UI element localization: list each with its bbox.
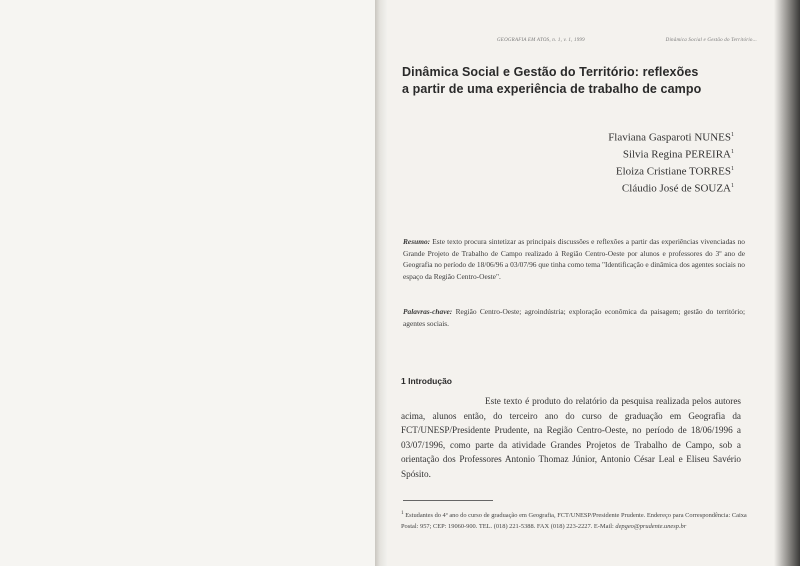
running-head-title: Dinâmica Social e Gestão do Território...	[665, 38, 757, 43]
footnote	[401, 508, 749, 532]
intro-paragraph: Este texto é produto do relatório da pesquisa realizada pelos autores acima, alunos então, do terceiro ano do curso de graduação em Geografia da FCT/UNESP/Presidente Prudente, na Região Centro-Oeste, no período de 18/06/1996 a 03/07/1996, como parte da atividade Grandes Projetos de Trabalho de Campo, sob a orientação dos Professores Antonio Thomaz Júnior, Antonio César Leal e Eliseu Savério Spósito.	[401, 396, 741, 479]
footnote-mark: 1	[401, 510, 404, 516]
author-item	[608, 145, 734, 162]
title-line-1: Dinâmica Social e Gestão do Território: reflexões	[402, 65, 699, 79]
section-heading: 1 Introdução	[401, 376, 453, 386]
scan-edge-shadow	[774, 0, 800, 566]
author-note-mark: 1	[731, 166, 734, 173]
footnote-email: depgeo@prudente.unesp.br	[615, 522, 687, 530]
footnote-rule	[403, 500, 493, 501]
author-note-mark: 1	[731, 132, 734, 138]
author-list	[608, 128, 734, 197]
author-name: Silvia Regina PEREIRA	[622, 148, 731, 161]
keywords-label: Palavras-chave:	[403, 307, 453, 316]
running-head-journal: GEOGRAFIA EM ATOS, n. 1, v. 1, 1999	[497, 38, 585, 43]
abstract-text: Este texto procura sintetizar as principais discussões e reflexões a partir das experiências vivenciadas no Grande Projeto de Trabalho de Campo realizado à Região Centro-Oeste por alunos e professores do 3º ano de Geografia no período de 18/06/96 a 03/07/96 que tinha como tema "Identificação e dinâmica dos agentes sociais no espaço da Região Centro-Oeste".	[403, 237, 745, 281]
title-line-2: a partir de uma experiência de trabalho de campo	[402, 82, 702, 96]
author-name: Flaviana Gasparoti NUNES	[608, 131, 731, 144]
footnote-text: Estudantes do 4º ano do curso de graduação em Geografia, FCT/UNESP/Presidente Prudente. Endereço para Correspondência: Caixa Postal: 957; CEP: 19060-900. TEL. (018) 221-5388. FAX (018) 223-2227. E-Mail:	[401, 512, 747, 530]
running-head	[497, 38, 757, 43]
abstract	[403, 236, 745, 282]
author-item	[608, 179, 734, 196]
author-item	[608, 128, 734, 145]
author-name: Cláudio José de SOUZA	[621, 183, 731, 196]
keywords	[403, 306, 745, 329]
author-name: Eloiza Cristiane TORRES	[615, 165, 731, 178]
keywords-text: Região Centro-Oeste; agroindústria; exploração econômica da paisagem; gestão do território; agentes sociais.	[403, 307, 745, 328]
abstract-label: Resumo:	[403, 237, 431, 246]
author-item	[608, 162, 734, 179]
article-page	[387, 0, 774, 566]
article-title	[402, 64, 762, 98]
blank-left-page	[0, 0, 375, 566]
book-gutter	[375, 0, 387, 566]
author-note-mark: 1	[731, 183, 734, 190]
author-note-mark: 1	[731, 149, 734, 156]
